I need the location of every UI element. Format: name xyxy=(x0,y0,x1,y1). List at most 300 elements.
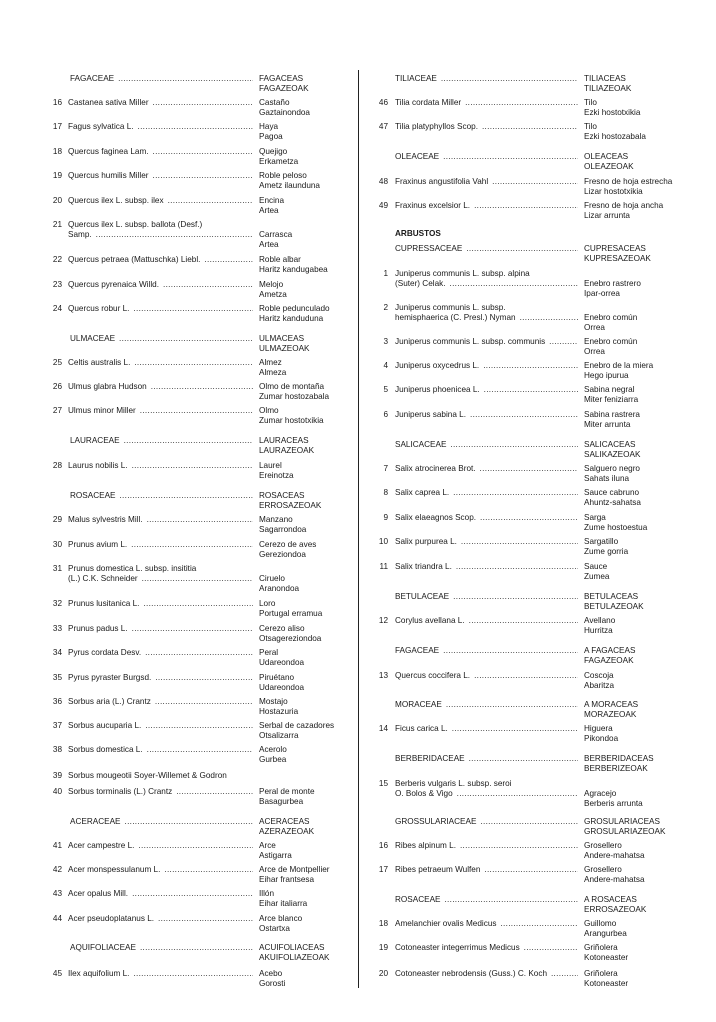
family-name-spanish: CUPRESACEAS xyxy=(584,244,646,253)
species-name: Tilia cordata Miller xyxy=(395,98,462,107)
common-name-basque: Haritz kanduduna xyxy=(259,314,324,323)
common-name-spanish: Cerezo aliso xyxy=(259,624,305,633)
family-name-spanish: BERBERIDACEAS xyxy=(584,754,654,763)
column-divider xyxy=(358,70,359,988)
common-name-spanish: Acebo xyxy=(259,969,283,978)
family-name: OLEACEAE xyxy=(395,152,440,161)
common-name-basque: Gaztainondoa xyxy=(259,108,310,117)
family-name-basque: LAURAZEOAK xyxy=(259,446,315,455)
common-name-spanish: Agracejo xyxy=(584,789,617,798)
entry-number: 49 xyxy=(378,201,388,210)
common-name-spanish: Serbal de cazadores xyxy=(259,721,335,730)
entry-number: 16 xyxy=(52,98,62,107)
common-name-basque: Ipar-orrea xyxy=(584,289,620,298)
entry-number: 17 xyxy=(52,122,62,131)
family-name-basque: BERBERIZEOAK xyxy=(584,764,648,773)
common-name-basque: Portugal erramua xyxy=(259,609,323,618)
entry-number: 19 xyxy=(52,171,62,180)
dot-leader xyxy=(460,841,578,850)
common-name-basque: Orrea xyxy=(584,347,605,356)
dot-leader xyxy=(480,464,578,473)
family-name-spanish: LAURACEAS xyxy=(259,436,309,445)
species-name: Sorbus torminalis (L.) Crantz xyxy=(68,787,173,796)
dot-leader xyxy=(124,436,253,445)
species-name: Cotoneaster integerrimus Medicus xyxy=(395,943,520,952)
dot-leader xyxy=(474,201,578,210)
dot-leader xyxy=(131,540,253,549)
family-name-spanish: GROSULARIACEAS xyxy=(584,817,660,826)
common-name-spanish: Roble pedunculado xyxy=(259,304,330,313)
family-name-basque: ULMAZEOAK xyxy=(259,344,310,353)
entry-number: 48 xyxy=(378,177,388,186)
dot-leader xyxy=(520,313,578,322)
entry-number: 12 xyxy=(378,616,388,625)
dot-leader xyxy=(151,382,253,391)
dot-leader xyxy=(443,646,578,655)
common-name-spanish: Sauce cabruno xyxy=(584,488,640,497)
dot-leader xyxy=(441,74,578,83)
species-name: Acer campestre L. xyxy=(68,841,135,850)
common-name-spanish: Sarga xyxy=(584,513,606,522)
common-name-basque: Ostartxa xyxy=(259,924,290,933)
family-name: BETULACEAE xyxy=(395,592,450,601)
family-name: GROSSULARIACEAE xyxy=(395,817,477,826)
dot-leader xyxy=(96,230,253,239)
family-name: LAURACEAE xyxy=(70,436,120,445)
dot-leader xyxy=(145,648,253,657)
common-name-spanish: Sargatillo xyxy=(584,537,619,546)
dot-leader xyxy=(456,562,578,571)
family-name: MORACEAE xyxy=(395,700,442,709)
family-name-basque: AZERAZEOAK xyxy=(259,827,315,836)
common-name-spanish: Guillomo xyxy=(584,919,617,928)
family-name-spanish: TILIACEAS xyxy=(584,74,626,83)
common-name-basque: Orrea xyxy=(584,323,605,332)
dot-leader xyxy=(138,841,253,850)
family-name: CUPRESSACEAE xyxy=(395,244,463,253)
species-name-continued: (L.) C.K. Schneider xyxy=(68,574,138,583)
entry-number: 30 xyxy=(52,540,62,549)
family-name-basque: SALIKAZEOAK xyxy=(584,450,641,459)
common-name-basque: Hurritza xyxy=(584,626,613,635)
family-name-spanish: FAGACEAS xyxy=(259,74,304,83)
common-name-basque: Zumar hostozabala xyxy=(259,392,330,401)
family-name: SALICACEAE xyxy=(395,440,447,449)
dot-leader xyxy=(119,491,253,500)
species-name: Quercus robur L. xyxy=(68,304,130,313)
family-name-spanish: BETULACEAS xyxy=(584,592,639,601)
species-name: Quercus faginea Lam. xyxy=(68,147,149,156)
species-name: Tilia platyphyllos Scop. xyxy=(395,122,478,131)
dot-leader xyxy=(450,440,578,449)
entry-number: 13 xyxy=(378,671,388,680)
species-name: Quercus coccifera L. xyxy=(395,671,471,680)
entry-number: 34 xyxy=(52,648,62,657)
dot-leader xyxy=(118,74,253,83)
dot-leader xyxy=(446,700,578,709)
dot-leader xyxy=(143,599,253,608)
dot-leader xyxy=(551,969,578,978)
species-name: Celtis australis L. xyxy=(68,358,131,367)
entry-number: 5 xyxy=(383,385,388,394)
common-name-spanish: Sabina negral xyxy=(584,385,635,394)
common-name-basque: Udareondoa xyxy=(259,658,305,667)
dot-leader xyxy=(484,865,578,874)
species-name: Ribes alpinum L. xyxy=(395,841,456,850)
common-name-spanish: Arce blanco xyxy=(259,914,303,923)
dot-leader xyxy=(461,537,578,546)
common-name-basque: Basagurbea xyxy=(259,797,304,806)
common-name-spanish: Sabina rastrera xyxy=(584,410,640,419)
common-name-basque: Pagoa xyxy=(259,132,283,141)
dot-leader xyxy=(132,624,253,633)
species-name: Acer pseudoplatanus L. xyxy=(68,914,155,923)
species-name: Malus sylvestris Mill. xyxy=(68,515,143,524)
entry-number: 2 xyxy=(383,303,388,312)
dot-leader xyxy=(155,697,253,706)
common-name-spanish: Enebro común xyxy=(584,313,638,322)
common-name-basque: Kotoneaster xyxy=(584,953,629,962)
family-name-basque: KUPRESAZEOAK xyxy=(584,254,651,263)
family-name-spanish: SALICACEAS xyxy=(584,440,636,449)
dot-leader xyxy=(147,745,253,754)
species-name: Salix purpurea L. xyxy=(395,537,457,546)
family-name: AQUIFOLIACEAE xyxy=(70,943,136,952)
common-name-basque: Hego ipurua xyxy=(584,371,629,380)
entry-number: 20 xyxy=(52,196,62,205)
entry-number: 31 xyxy=(52,564,62,573)
species-name-continued: (Suter) Celak. xyxy=(395,279,446,288)
common-name-spanish: Tilo xyxy=(584,122,597,131)
entry-number: 44 xyxy=(52,914,62,923)
family-name-basque: FAGAZEOAK xyxy=(259,84,309,93)
common-name-spanish: Ciruelo xyxy=(259,574,285,583)
common-name-basque: Ereinotza xyxy=(259,471,294,480)
common-name-basque: Ahuntz-sahatsa xyxy=(584,498,641,507)
entry-number: 42 xyxy=(52,865,62,874)
entry-number: 15 xyxy=(378,779,388,788)
entry-number: 26 xyxy=(52,382,62,391)
entry-number: 41 xyxy=(52,841,62,850)
common-name-spanish: Arce xyxy=(259,841,276,850)
species-name-continued: O. Bolos & Vigo xyxy=(395,789,453,798)
family-name-basque: FAGAZEOAK xyxy=(584,656,634,665)
common-name-basque: Kotoneaster xyxy=(584,979,629,988)
common-name-spanish: Cerezo de aves xyxy=(259,540,317,549)
dot-leader xyxy=(147,515,253,524)
common-name-spanish: Enebro de la miera xyxy=(584,361,654,370)
common-name-basque: Berberis arrunta xyxy=(584,799,643,808)
entry-number: 3 xyxy=(383,337,388,346)
entry-number: 10 xyxy=(378,537,388,546)
species-name: Sorbus domestica L. xyxy=(68,745,143,754)
dot-leader xyxy=(443,152,578,161)
entry-number: 46 xyxy=(378,98,388,107)
dot-leader xyxy=(119,334,253,343)
species-name: Salix caprea L. xyxy=(395,488,450,497)
common-name-basque: Zumea xyxy=(584,572,610,581)
species-name: Juniperus sabina L. xyxy=(395,410,467,419)
entry-number: 20 xyxy=(378,969,388,978)
common-name-spanish: Quejigo xyxy=(259,147,288,156)
dot-leader xyxy=(453,488,578,497)
species-name: Acer monspessulanum L. xyxy=(68,865,161,874)
family-name-spanish: A ROSACEAS xyxy=(584,895,637,904)
entry-number: 14 xyxy=(378,724,388,733)
dot-leader xyxy=(142,574,253,583)
dot-leader xyxy=(469,616,578,625)
dot-leader xyxy=(524,943,578,952)
entry-number: 17 xyxy=(378,865,388,874)
species-name: Ficus carica L. xyxy=(395,724,448,733)
family-name-spanish: ULMACEAS xyxy=(259,334,305,343)
family-name-basque: GROSULARIAZEOAK xyxy=(584,827,666,836)
common-name-spanish: Loro xyxy=(259,599,276,608)
species-name: Pyrus pyraster Burgsd. xyxy=(68,673,152,682)
species-name: Juniperus communis L. subsp. xyxy=(395,303,506,312)
family-name-spanish: A FAGACEAS xyxy=(584,646,636,655)
common-name-spanish: Fresno de hoja estrecha xyxy=(584,177,673,186)
entry-number: 25 xyxy=(52,358,62,367)
dot-leader xyxy=(204,255,253,264)
dot-leader xyxy=(482,122,578,131)
common-name-basque: Andere-mahatsa xyxy=(584,875,645,884)
family-name-spanish: ACERACEAS xyxy=(259,817,310,826)
common-name-basque: Miter feniziarra xyxy=(584,395,639,404)
common-name-basque: Artea xyxy=(259,240,279,249)
species-name: Fraxinus angustifolia Vahl xyxy=(395,177,489,186)
entry-number: 35 xyxy=(52,673,62,682)
family-name: FAGACEAE xyxy=(395,646,440,655)
species-name-continued: Samp. xyxy=(68,230,92,239)
family-name-basque: MORAZEOAK xyxy=(584,710,637,719)
species-name: Juniperus communis L. subsp. alpina xyxy=(395,269,530,278)
family-name: ULMACEAE xyxy=(70,334,116,343)
dot-leader xyxy=(480,817,578,826)
species-name: Fagus sylvatica L. xyxy=(68,122,134,131)
common-name-basque: Almeza xyxy=(259,368,287,377)
common-name-spanish: Acerolo xyxy=(259,745,287,754)
dot-leader xyxy=(138,122,253,131)
dot-leader xyxy=(153,171,253,180)
common-name-spanish: Encina xyxy=(259,196,285,205)
entry-number: 24 xyxy=(52,304,62,313)
common-name-basque: Hostazuria xyxy=(259,707,299,716)
family-name-basque: TILIAZEOAK xyxy=(584,84,632,93)
entry-number: 4 xyxy=(383,361,388,370)
family-name: ROSACEAE xyxy=(70,491,116,500)
common-name-spanish: Laurel xyxy=(259,461,282,470)
common-name-spanish: Enebro rastrero xyxy=(584,279,641,288)
entry-number: 47 xyxy=(378,122,388,131)
common-name-spanish: Grosellero xyxy=(584,841,622,850)
dot-leader xyxy=(483,361,578,370)
species-name: Ulmus glabra Hudson xyxy=(68,382,147,391)
dot-leader xyxy=(163,280,253,289)
family-name-basque: BETULAZEOAK xyxy=(584,602,644,611)
dot-leader xyxy=(469,754,578,763)
dot-leader xyxy=(153,98,253,107)
dot-leader xyxy=(549,337,578,346)
family-name: ACERACEAE xyxy=(70,817,121,826)
dot-leader xyxy=(134,358,253,367)
entry-number: 1 xyxy=(383,269,388,278)
family-name-basque: ERROSAZEOAK xyxy=(584,905,647,914)
family-name-basque: AKUIFOLIAZEOAK xyxy=(259,953,330,962)
common-name-basque: Pikondoa xyxy=(584,734,619,743)
common-name-spanish: Griñolera xyxy=(584,943,618,952)
species-name: Berberis vulgaris L. subsp. seroi xyxy=(395,779,512,788)
species-name: Sorbus aria (L.) Crantz xyxy=(68,697,151,706)
species-name: Sorbus aucuparia L. xyxy=(68,721,142,730)
entry-number: 27 xyxy=(52,406,62,415)
species-name: Amelanchier ovalis Medicus xyxy=(395,919,497,928)
common-name-basque: Artea xyxy=(259,206,279,215)
species-name: Quercus pyrenaica Willd. xyxy=(68,280,160,289)
common-name-spanish: Sauce xyxy=(584,562,608,571)
common-name-basque: Miter arrunta xyxy=(584,420,631,429)
common-name-spanish: Peral xyxy=(259,648,279,657)
common-name-spanish: Carrasca xyxy=(259,230,293,239)
common-name-spanish: Roble albar xyxy=(259,255,301,264)
species-name: Laurus nobilis L. xyxy=(68,461,128,470)
species-name: Sorbus mougeotii Soyer-Willemet & Godron xyxy=(68,771,227,780)
dot-leader xyxy=(465,98,578,107)
common-name-basque: Ametz ilaunduna xyxy=(259,181,320,190)
common-name-basque: Zume gorria xyxy=(584,547,629,556)
species-name: Prunus padus L. xyxy=(68,624,128,633)
dot-leader xyxy=(492,177,578,186)
common-name-spanish: Roble peloso xyxy=(259,171,307,180)
common-name-basque: Sahats iluna xyxy=(584,474,630,483)
species-name: Corylus avellana L. xyxy=(395,616,465,625)
entry-number: 40 xyxy=(52,787,62,796)
common-name-basque: Aranondoa xyxy=(259,584,300,593)
common-name-basque: Lizar hostotxikia xyxy=(584,187,643,196)
entry-number: 6 xyxy=(383,410,388,419)
entry-number: 28 xyxy=(52,461,62,470)
common-name-basque: Otsagereziondoa xyxy=(259,634,322,643)
common-name-spanish: Melojo xyxy=(259,280,284,289)
dot-leader xyxy=(133,969,253,978)
common-name-basque: Erkametza xyxy=(259,157,299,166)
common-name-basque: Ezki hostotxikia xyxy=(584,108,641,117)
family-name-spanish: A MORACEAS xyxy=(584,700,639,709)
family-name-spanish: OLEACEAS xyxy=(584,152,629,161)
common-name-spanish: Olmo de montaña xyxy=(259,382,325,391)
common-name-spanish: Manzano xyxy=(259,515,293,524)
common-name-basque: Ametza xyxy=(259,290,287,299)
species-name: Castanea sativa Miller xyxy=(68,98,149,107)
species-name: Quercus ilex L. subsp. ballota (Desf.) xyxy=(68,220,203,229)
species-name: Ribes petraeum Wulfen xyxy=(395,865,481,874)
entry-number: 18 xyxy=(378,919,388,928)
common-name-spanish: Olmo xyxy=(259,406,279,415)
family-name-spanish: ROSACEAS xyxy=(259,491,305,500)
entry-number: 29 xyxy=(52,515,62,524)
common-name-spanish: Haya xyxy=(259,122,279,131)
species-name: Prunus avium L. xyxy=(68,540,128,549)
family-name: TILIACEAE xyxy=(395,74,437,83)
common-name-basque: Abaritza xyxy=(584,681,615,690)
entry-number: 19 xyxy=(378,943,388,952)
species-name: Juniperus oxycedrus L. xyxy=(395,361,480,370)
common-name-basque: Lizar arrunta xyxy=(584,211,630,220)
species-name: Quercus petraea (Mattuschka) Liebl. xyxy=(68,255,201,264)
entry-number: 43 xyxy=(52,889,62,898)
common-name-spanish: Higuera xyxy=(584,724,613,733)
common-name-basque: Gorosti xyxy=(259,979,286,988)
species-name: Quercus ilex L. subsp. ilex xyxy=(68,196,164,205)
species-name: Juniperus communis L. subsp. communis xyxy=(395,337,546,346)
common-name-spanish: Castaño xyxy=(259,98,290,107)
common-name-spanish: Piruétano xyxy=(259,673,295,682)
dot-leader xyxy=(133,304,253,313)
family-name-basque: ERROSAZEOAK xyxy=(259,501,322,510)
dot-leader xyxy=(176,787,253,796)
entry-number: 9 xyxy=(383,513,388,522)
entry-number: 36 xyxy=(52,697,62,706)
entry-number: 45 xyxy=(52,969,62,978)
entry-number: 22 xyxy=(52,255,62,264)
common-name-spanish: Salguero negro xyxy=(584,464,640,473)
common-name-spanish: Avellano xyxy=(584,616,616,625)
dot-leader xyxy=(452,724,578,733)
common-name-spanish: Griñolera xyxy=(584,969,618,978)
dot-leader xyxy=(457,789,578,798)
entry-number: 39 xyxy=(52,771,62,780)
dot-leader xyxy=(474,671,578,680)
dot-leader xyxy=(453,592,578,601)
dot-leader xyxy=(444,895,578,904)
entry-number: 37 xyxy=(52,721,62,730)
dot-leader xyxy=(480,513,578,522)
species-name: Salix elaeagnos Scop. xyxy=(395,513,477,522)
species-name: Prunus lusitanica L. xyxy=(68,599,140,608)
family-name-spanish: ACUIFOLIACEAS xyxy=(259,943,325,952)
species-name: Fraxinus excelsior L. xyxy=(395,201,471,210)
common-name-basque: Udareondoa xyxy=(259,683,305,692)
common-name-spanish: Illón xyxy=(259,889,275,898)
species-name: Juniperus phoenicea L. xyxy=(395,385,480,394)
common-name-basque: Eihar frantsesa xyxy=(259,875,315,884)
dot-leader xyxy=(466,244,578,253)
dot-leader xyxy=(153,147,253,156)
dot-leader xyxy=(500,919,578,928)
species-name: Cotoneaster nebrodensis (Guss.) C. Koch xyxy=(395,969,547,978)
entry-number: 32 xyxy=(52,599,62,608)
entry-number: 33 xyxy=(52,624,62,633)
common-name-basque: Gereziondoa xyxy=(259,550,306,559)
dot-leader xyxy=(132,461,253,470)
common-name-basque: Ezki hostozabala xyxy=(584,132,646,141)
common-name-spanish: Enebro común xyxy=(584,337,638,346)
species-name: Ilex aquifolium L. xyxy=(68,969,130,978)
common-name-spanish: Mostajo xyxy=(259,697,288,706)
dot-leader xyxy=(132,889,253,898)
species-name: Salix triandra L. xyxy=(395,562,452,571)
entry-number: 8 xyxy=(383,488,388,497)
species-name: Ulmus minor Miller xyxy=(68,406,136,415)
dot-leader xyxy=(140,406,253,415)
species-name: Acer opalus Mill. xyxy=(68,889,129,898)
species-name: Prunus domestica L. subsp. insititia xyxy=(68,564,197,573)
common-name-basque: Sagarrondoa xyxy=(259,525,307,534)
common-name-basque: Andere-mahatsa xyxy=(584,851,645,860)
species-name: Salix atrocinerea Brot. xyxy=(395,464,476,473)
dot-leader xyxy=(450,279,578,288)
common-name-basque: Otsalizarra xyxy=(259,731,299,740)
